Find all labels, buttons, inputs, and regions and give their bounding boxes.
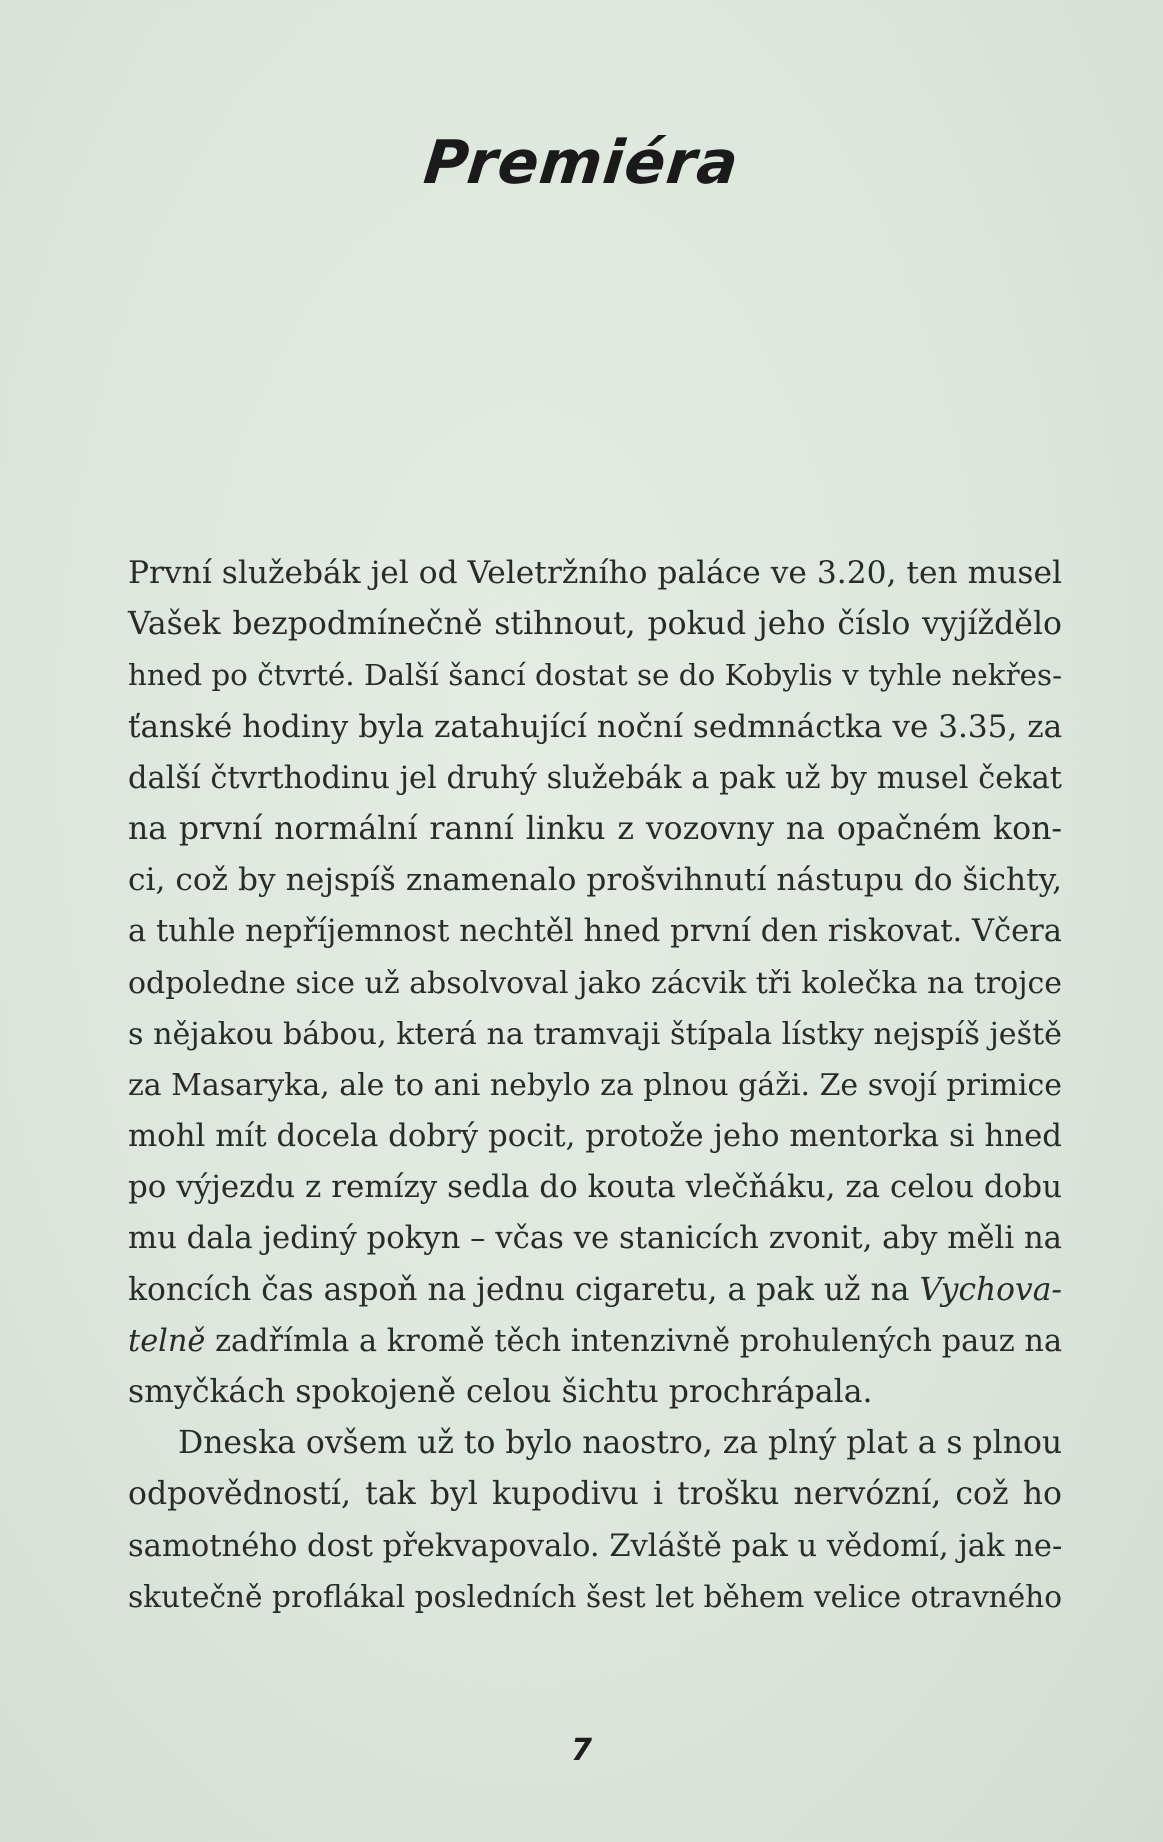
text-line: za Masaryka, ale to ani nebylo za plnou gáži. Ze svojí primice bbox=[128, 1067, 1062, 1103]
text-line: skutečně proflákal posledních šest let během velice otravného bbox=[128, 1579, 1062, 1614]
text-line: hned po čtvrté. Další šancí dostat se do Kobylis v tyhle nekřes- bbox=[128, 658, 1062, 693]
page-number: 7 bbox=[571, 1733, 592, 1768]
text-line: První služebák jel od Veletržního paláce ve 3.20, ten musel bbox=[128, 555, 1062, 591]
italic-street-name: Vychova- bbox=[919, 1271, 1062, 1308]
text-line bbox=[128, 1265, 1062, 1316]
text-line: smyčkách spokojeně celou šichtu prochrápala. bbox=[128, 1374, 873, 1410]
text-line: s nějakou bábou, která na tramvaji štípala lístky nejspíš ještě bbox=[128, 1016, 1062, 1052]
text-line: Vašek bezpodmínečně stihnout, pokud jeho číslo vyjíždělo bbox=[128, 606, 1062, 643]
text-line: odpovědností, tak byl kupodivu i trošku nervózní, což ho bbox=[128, 1476, 1062, 1513]
text-line: Dneska ovšem už to bylo naostro, za plný plat a s plnou bbox=[178, 1425, 1063, 1462]
chapter-title: Premiéra bbox=[420, 128, 743, 198]
text-fragment: koncích čas aspoň na jednu cigaretu, a pak už na bbox=[128, 1271, 920, 1308]
text-line: po výjezdu z remízy sedla do kouta vlečňáku, za celou dobu bbox=[128, 1169, 1062, 1206]
text-line: ťanské hodiny byla zatahující noční sedmnáctka ve 3.35, za bbox=[128, 708, 1063, 745]
body-text bbox=[128, 548, 1062, 1623]
text-line bbox=[128, 1316, 1062, 1367]
text-line: na první normální ranní linku z vozovny na opačném kon- bbox=[128, 810, 1062, 847]
text-fragment: zadřímla a kromě těch intenzivně prohulených pauz na bbox=[215, 1323, 1063, 1359]
text-line: odpoledne sice už absolvoval jako zácvik tři kolečka na trojce bbox=[128, 965, 1062, 1001]
text-line: samotného dost překvapovalo. Zvláště pak u vědomí, jak ne- bbox=[128, 1528, 1063, 1564]
text-line: ci, což by nejspíš znamenalo prošvihnutí nástupu do šichty, bbox=[128, 862, 1062, 899]
italic-street-name-end: telně bbox=[128, 1323, 206, 1359]
text-line: další čtvrthodinu jel druhý služebák a pak už by musel čekat bbox=[128, 760, 1062, 796]
text-line: mu dala jediný pokyn – včas ve stanicích zvonit, aby měli na bbox=[128, 1220, 1062, 1257]
text-line: mohl mít docela dobrý pocit, protože jeho mentorka si hned bbox=[128, 1118, 1062, 1155]
text-line: a tuhle nepříjemnost nechtěl hned první den riskovat. Včera bbox=[128, 914, 1062, 950]
